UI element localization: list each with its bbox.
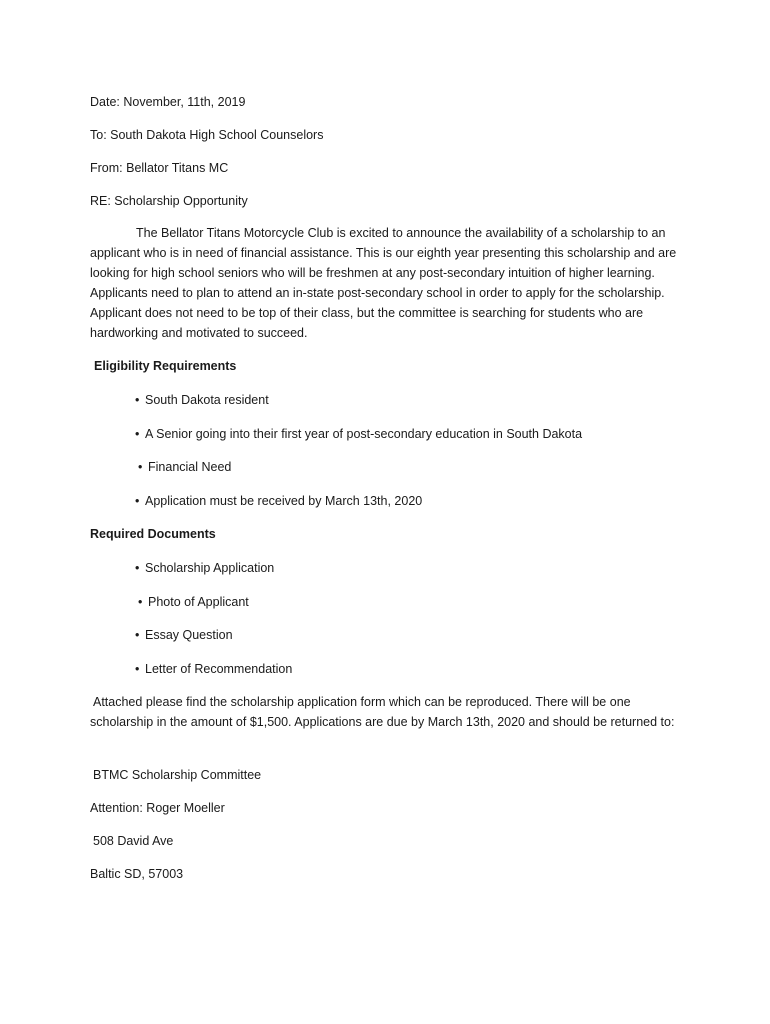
memo-subject: RE: Scholarship Opportunity [90,194,248,208]
document-item [138,594,249,610]
bullet-icon: • [135,662,140,676]
eligibility-item [138,459,231,475]
closing-paragraph: Attached please find the scholarship application form which can be reproduced. There will be one scholarship in the amount of $1,500. Applications are due by March 13th, 2020 and should be returned to: [90,695,675,729]
address-city: Baltic SD, 57003 [90,867,184,881]
document-item-text: Photo of Applicant [148,595,249,609]
document-item-text: Letter of Recommendation [145,662,293,676]
address-street: 508 David Ave [93,834,174,848]
bullet-icon: • [135,628,140,642]
memo-to: To: South Dakota High School Counselors [90,128,324,142]
intro-paragraph: The Bellator Titans Motorcycle Club is excited to announce the availability of a scholarship to an applicant who is in need of financial assistance. This is our eighth year presenting this scholarship and are looking for high school seniors who will be freshmen at any post-secondary intuition of higher learning. Applicants need to plan to attend an in-state post-secondary school in order to apply for the scholarship. Applicant does not need to be top of their class, but the committee is searching for students who are hardworking and motivated to succeed. [90,226,677,340]
memo-from: From: Bellator Titans MC [90,161,229,175]
bullet-icon: • [138,460,143,474]
document-item [135,661,292,677]
bullet-icon: • [138,595,143,609]
address-organization: BTMC Scholarship Committee [93,768,262,782]
eligibility-item [135,392,269,408]
bullet-icon: • [135,561,140,575]
eligibility-item [135,493,422,509]
document-item [135,560,274,576]
document-item [135,627,233,643]
eligibility-heading: Eligibility Requirements [94,359,237,373]
eligibility-item [135,426,582,442]
address-attention: Attention: Roger Moeller [90,801,225,815]
document-item-text: Scholarship Application [145,561,275,575]
bullet-icon: • [135,393,140,407]
memo-date: Date: November, 11th, 2019 [90,95,246,109]
documents-heading: Required Documents [90,527,216,541]
document-item-text: Essay Question [145,628,233,642]
eligibility-item-text: Application must be received by March 13th, 2020 [145,494,423,508]
eligibility-item-text: South Dakota resident [145,393,269,407]
eligibility-item-text: A Senior going into their first year of post-secondary education in South Dakota [145,427,583,441]
bullet-icon: • [135,427,140,441]
eligibility-item-text: Financial Need [148,460,232,474]
bullet-icon: • [135,494,140,508]
